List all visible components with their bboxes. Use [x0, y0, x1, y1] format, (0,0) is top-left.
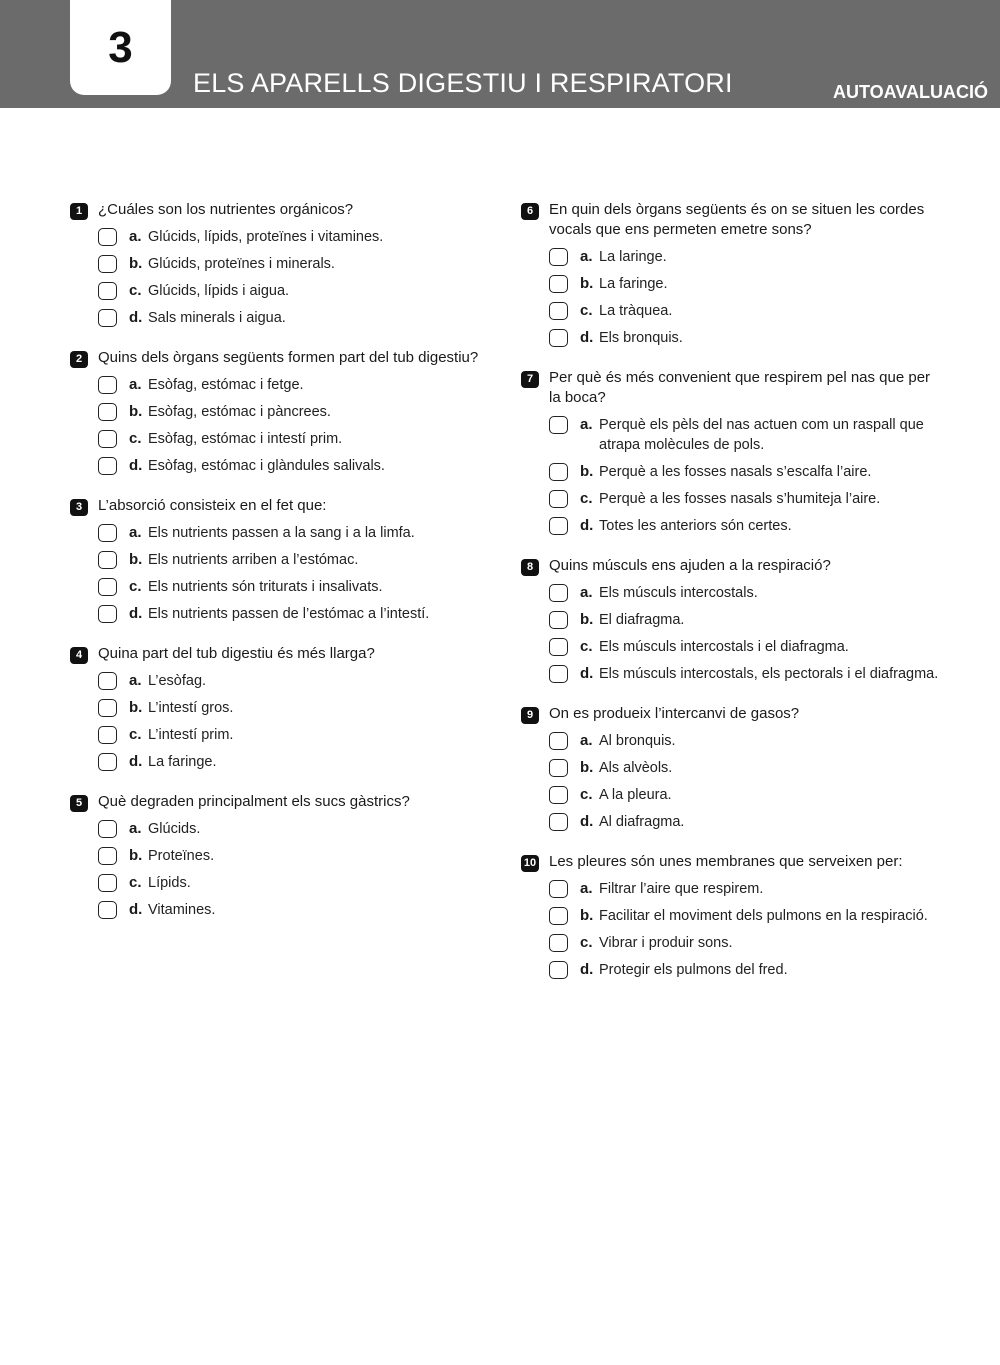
answer-option[interactable] — [98, 281, 510, 301]
answer-option[interactable] — [549, 516, 941, 536]
question-header — [521, 556, 941, 576]
option-letter: c. — [580, 786, 593, 803]
question-header — [521, 368, 941, 408]
option-text: Totes les anteriors són certes. — [599, 518, 792, 534]
option-letter: a. — [580, 584, 593, 601]
answer-option[interactable] — [98, 308, 510, 328]
option-letter: d. — [580, 665, 594, 682]
answer-checkbox[interactable] — [549, 517, 568, 535]
option-letter: c. — [580, 302, 593, 319]
answer-checkbox[interactable] — [98, 376, 117, 394]
option-letter: a. — [129, 820, 142, 837]
answer-option[interactable] — [549, 462, 941, 482]
option-text: Els músculs intercostals, els pectorals i el diafragma. — [599, 666, 939, 682]
option-text: El diafragma. — [599, 612, 685, 628]
answer-checkbox[interactable] — [549, 813, 568, 831]
option-text: Perquè a les fosses nasals s’humiteja l’aire. — [599, 491, 881, 507]
option-text: Esòfag, estómac i glàndules salivals. — [148, 458, 385, 474]
option-letter: a. — [129, 672, 142, 689]
option-text: L’esòfag. — [148, 673, 207, 689]
answer-checkbox[interactable] — [98, 524, 117, 542]
option-text: Perquè a les fosses nasals s’escalfa l’aire. — [599, 464, 872, 480]
option-letter: d. — [580, 813, 594, 830]
answer-checkbox[interactable] — [98, 726, 117, 744]
option-text: Proteïnes. — [148, 848, 215, 864]
option-text: Al bronquis. — [599, 733, 676, 749]
option-letter: a. — [580, 880, 593, 897]
option-letter: d. — [580, 517, 594, 534]
answer-checkbox[interactable] — [98, 457, 117, 475]
answer-option[interactable] — [549, 415, 941, 455]
question-header — [70, 792, 510, 812]
option-letter: c. — [129, 578, 142, 595]
answer-checkbox[interactable] — [98, 605, 117, 623]
option-text: L’intestí gros. — [148, 700, 234, 716]
option-text: Glúcids, lípids i aigua. — [148, 283, 290, 299]
answer-checkbox[interactable] — [549, 248, 568, 266]
answer-option[interactable] — [98, 819, 510, 839]
answer-checkbox[interactable] — [98, 551, 117, 569]
option-text: La laringe. — [599, 249, 667, 265]
question-number-badge: 6 — [521, 203, 539, 220]
answer-option[interactable] — [98, 873, 510, 893]
option-letter: d. — [129, 605, 143, 622]
answer-option[interactable] — [98, 752, 510, 772]
question-text: En quin dels òrgans següents és on se situen les cordes vocals que ens permeten emetre sons? — [549, 201, 925, 238]
option-letter: c. — [580, 638, 593, 655]
option-text: Els nutrients arriben a l’estómac. — [148, 552, 359, 568]
question-text: L’absorció consisteix en el fet que: — [98, 497, 327, 514]
option-letter: a. — [580, 732, 593, 749]
option-text: Els músculs intercostals. — [599, 585, 758, 601]
answer-option[interactable] — [549, 301, 941, 321]
answer-option[interactable] — [98, 254, 510, 274]
option-letter: c. — [580, 490, 593, 507]
question-6 — [521, 200, 941, 348]
answer-checkbox[interactable] — [98, 228, 117, 246]
option-text: Lípids. — [148, 875, 191, 891]
unit-title: ELS APARELLS DIGESTIU I RESPIRATORI — [193, 68, 733, 98]
answer-checkbox[interactable] — [98, 403, 117, 421]
option-text: Al diafragma. — [599, 814, 685, 830]
answer-checkbox[interactable] — [98, 282, 117, 300]
answer-checkbox[interactable] — [98, 672, 117, 690]
answer-checkbox[interactable] — [549, 611, 568, 629]
question-number-badge: 8 — [521, 559, 539, 576]
option-letter: b. — [580, 611, 594, 628]
question-text: Què degraden principalment els sucs gàstrics? — [98, 793, 410, 810]
question-4 — [70, 644, 510, 772]
question-header — [70, 200, 510, 220]
page-header — [0, 0, 1000, 108]
questions-column-left — [70, 200, 510, 940]
answer-option[interactable] — [549, 933, 941, 953]
question-3 — [70, 496, 510, 624]
option-text: Glúcids, lípids, proteïnes i vitamines. — [148, 229, 384, 245]
answer-option[interactable] — [549, 812, 941, 832]
answer-option[interactable] — [549, 879, 941, 899]
question-header — [70, 348, 510, 368]
answer-checkbox[interactable] — [549, 907, 568, 925]
option-letter: b. — [580, 463, 594, 480]
option-letter: d. — [580, 961, 594, 978]
option-text: Esòfag, estómac i pàncrees. — [148, 404, 331, 420]
question-number-badge: 1 — [70, 203, 88, 220]
answer-checkbox[interactable] — [98, 874, 117, 892]
answer-checkbox[interactable] — [98, 901, 117, 919]
answer-checkbox[interactable] — [98, 753, 117, 771]
question-text: Les pleures són unes membranes que serveixen per: — [549, 853, 903, 870]
answer-option[interactable] — [98, 604, 510, 624]
answer-checkbox[interactable] — [549, 302, 568, 320]
option-text: Perquè els pèls del nas actuen com un raspall que atrapa molècules de pols. — [599, 417, 924, 453]
answer-option[interactable] — [549, 758, 941, 778]
option-letter: b. — [580, 275, 594, 292]
answer-checkbox[interactable] — [549, 880, 568, 898]
option-text: Vibrar i produir sons. — [599, 935, 733, 951]
option-text: Els nutrients passen a la sang i a la limfa. — [148, 525, 415, 541]
option-text: Esòfag, estómac i fetge. — [148, 377, 304, 393]
answer-checkbox[interactable] — [98, 820, 117, 838]
answer-option[interactable] — [549, 785, 941, 805]
questions-column-right — [521, 200, 941, 1000]
option-letter: c. — [129, 430, 142, 447]
question-number-badge: 3 — [70, 499, 88, 516]
question-header — [521, 704, 941, 724]
answer-option[interactable] — [549, 274, 941, 294]
answer-checkbox[interactable] — [549, 463, 568, 481]
question-header — [70, 496, 510, 516]
answer-checkbox[interactable] — [549, 786, 568, 804]
question-number-badge: 7 — [521, 371, 539, 388]
question-2 — [70, 348, 510, 476]
option-text: L’intestí prim. — [148, 727, 234, 743]
answer-option[interactable] — [549, 489, 941, 509]
question-header — [521, 200, 941, 240]
question-8 — [521, 556, 941, 684]
answer-checkbox[interactable] — [98, 847, 117, 865]
question-header — [521, 852, 941, 872]
question-number-badge: 2 — [70, 351, 88, 368]
section-label: AUTOAVALUACIÓ — [833, 82, 988, 102]
answer-option[interactable] — [98, 725, 510, 745]
question-9 — [521, 704, 941, 832]
answer-option[interactable] — [98, 900, 510, 920]
answer-option[interactable] — [549, 328, 941, 348]
option-letter: d. — [129, 457, 143, 474]
answer-option[interactable] — [549, 583, 941, 603]
answer-checkbox[interactable] — [549, 584, 568, 602]
answer-option[interactable] — [549, 247, 941, 267]
option-text: Filtrar l’aire que respirem. — [599, 881, 764, 897]
option-text: Esòfag, estómac i intestí prim. — [148, 431, 343, 447]
answer-option[interactable] — [549, 637, 941, 657]
question-10 — [521, 852, 941, 980]
option-letter: a. — [129, 524, 142, 541]
option-letter: c. — [129, 726, 142, 743]
answer-option[interactable] — [98, 429, 510, 449]
option-letter: a. — [129, 228, 142, 245]
option-letter: d. — [129, 901, 143, 918]
answer-option[interactable] — [98, 375, 510, 395]
answer-option[interactable] — [98, 577, 510, 597]
answer-option[interactable] — [98, 456, 510, 476]
answer-checkbox[interactable] — [549, 732, 568, 750]
option-text: Sals minerals i aigua. — [148, 310, 286, 326]
option-text: Vitamines. — [148, 902, 216, 918]
answer-option[interactable] — [98, 227, 510, 247]
option-text: Els bronquis. — [599, 330, 683, 346]
answer-checkbox[interactable] — [549, 275, 568, 293]
answer-option[interactable] — [549, 960, 941, 980]
answer-option[interactable] — [98, 846, 510, 866]
answer-checkbox[interactable] — [549, 329, 568, 347]
answer-checkbox[interactable] — [98, 255, 117, 273]
answer-option[interactable] — [549, 906, 941, 926]
answer-option[interactable] — [98, 402, 510, 422]
answer-checkbox[interactable] — [549, 961, 568, 979]
answer-checkbox[interactable] — [549, 416, 568, 434]
answer-option[interactable] — [549, 610, 941, 630]
option-letter: a. — [580, 416, 593, 433]
option-letter: b. — [129, 403, 143, 420]
option-letter: c. — [129, 282, 142, 299]
question-number-badge: 4 — [70, 647, 88, 664]
answer-option[interactable] — [98, 550, 510, 570]
option-letter: b. — [580, 759, 594, 776]
answer-option[interactable] — [549, 664, 941, 684]
option-letter: c. — [129, 874, 142, 891]
answer-checkbox[interactable] — [549, 490, 568, 508]
option-text: A la pleura. — [599, 787, 672, 803]
answer-option[interactable] — [549, 731, 941, 751]
option-letter: c. — [580, 934, 593, 951]
option-letter: b. — [129, 847, 143, 864]
answer-checkbox[interactable] — [549, 638, 568, 656]
question-text: On es produeix l’intercanvi de gasos? — [549, 705, 800, 722]
option-text: Els nutrients són triturats i insalivats. — [148, 579, 383, 595]
option-text: Als alvèols. — [599, 760, 673, 776]
answer-option[interactable] — [98, 698, 510, 718]
option-text: La faringe. — [148, 754, 217, 770]
option-text: Els nutrients passen de l’estómac a l’intestí. — [148, 606, 430, 622]
question-text: ¿Cuáles son los nutrientes orgánicos? — [98, 201, 354, 218]
option-letter: d. — [580, 329, 594, 346]
option-letter: a. — [129, 376, 142, 393]
option-text: Glúcids. — [148, 821, 201, 837]
option-letter: b. — [580, 907, 594, 924]
question-7 — [521, 368, 941, 536]
unit-number: 3 — [70, 0, 171, 95]
option-text: La faringe. — [599, 276, 668, 292]
option-letter: b. — [129, 699, 143, 716]
option-text: Facilitar el moviment dels pulmons en la respiració. — [599, 908, 928, 924]
option-letter: d. — [129, 753, 143, 770]
answer-checkbox[interactable] — [549, 665, 568, 683]
question-number-badge: 10 — [521, 855, 539, 872]
option-letter: b. — [129, 255, 143, 272]
answer-checkbox[interactable] — [98, 430, 117, 448]
question-header — [70, 644, 510, 664]
question-1 — [70, 200, 510, 328]
question-text: Quins dels òrgans següents formen part del tub digestiu? — [98, 349, 479, 366]
option-text: Protegir els pulmons del fred. — [599, 962, 788, 978]
question-number-badge: 5 — [70, 795, 88, 812]
option-text: La tràquea. — [599, 303, 673, 319]
answer-option[interactable] — [98, 671, 510, 691]
answer-checkbox[interactable] — [549, 934, 568, 952]
answer-checkbox[interactable] — [549, 759, 568, 777]
question-text: Quina part del tub digestiu és més llarga? — [98, 645, 375, 662]
question-text: Quins músculs ens ajuden a la respiració? — [549, 557, 831, 574]
option-text: Els músculs intercostals i el diafragma. — [599, 639, 849, 655]
option-letter: d. — [129, 309, 143, 326]
answer-option[interactable] — [98, 523, 510, 543]
option-letter: b. — [129, 551, 143, 568]
answer-checkbox[interactable] — [98, 699, 117, 717]
option-letter: a. — [580, 248, 593, 265]
answer-checkbox[interactable] — [98, 309, 117, 327]
option-text: Glúcids, proteïnes i minerals. — [148, 256, 335, 272]
question-5 — [70, 792, 510, 920]
answer-checkbox[interactable] — [98, 578, 117, 596]
question-text: Per què és més convenient que respirem pel nas que per la boca? — [549, 369, 931, 406]
question-number-badge: 9 — [521, 707, 539, 724]
